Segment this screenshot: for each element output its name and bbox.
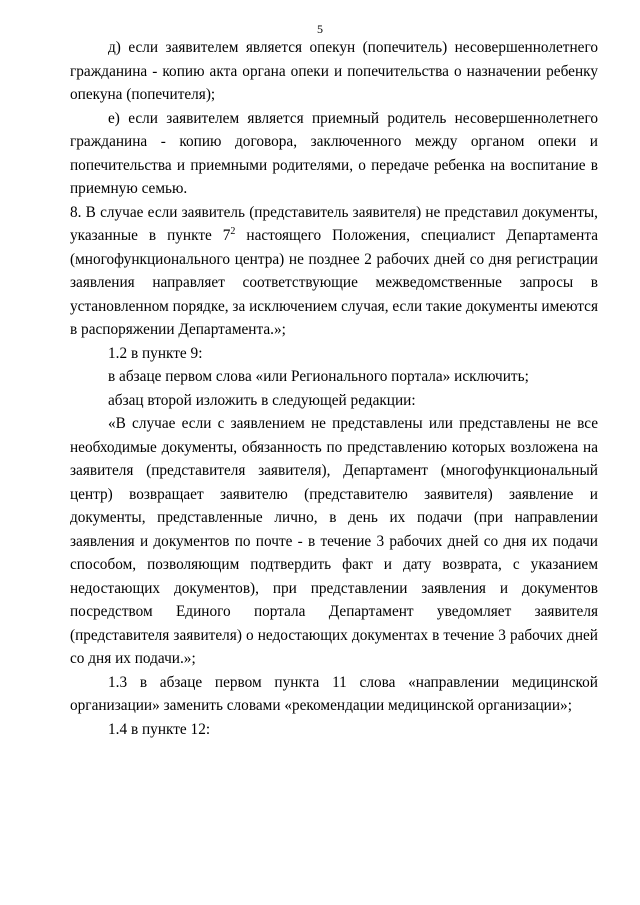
document-body — [70, 36, 598, 741]
paragraph-1-4: 1.4 в пункте 12: — [108, 720, 211, 738]
paragraph-new-wording: «В случае если с заявлением не представлены или представлены не все необходимые документы, обязанность по представлению которых возложена на заявителя (представителя заявителя), Департамент (многофункциональный центр) возвращает заявителю (представителю заявителя) заявление и документы, представленные лично, в день их подачи (при направлении заявления и документов по почте - в течение 3 рабочих дней со дня их подачи способом, позволяющим подтвердить факт и дату возврата, с указанием недостающих документов), при представлении заявления и документов посредством Единого портала Департамент уведомляет заявителя (представителя заявителя) о недостающих документах в течение 3 рабочих дней со дня их подачи.»; — [70, 415, 598, 667]
item-8-superscript: 2 — [230, 226, 236, 237]
item-8-text-start: 8. В случае если заявитель (представитель заявителя) не представил документы, указанные в пункте 7 — [70, 203, 598, 244]
page-number: 5 — [317, 22, 323, 36]
paragraph-item-8 — [70, 201, 598, 342]
paragraph-abzats-1: в абзаце первом слова «или Регионального портала» исключить; — [108, 368, 529, 385]
paragraph-foster-parent: е) если заявителем является приемный родитель несовершеннолетнего гражданина - копию договора, заключенного между органом опеки и попечительства и приемными родителями, о передаче ребенка на воспитание в приемную семью. — [70, 109, 598, 197]
paragraph-1-2: 1.2 в пункте 9: — [108, 344, 203, 362]
paragraph-guardian: д) если заявителем является опекун (попечитель) несовершеннолетнего гражданина - копию акта органа опеки и попечительства о назначении ребенку опекуна (попечителя); — [70, 39, 598, 103]
item-8-text-end: настоящего Положения, специалист Департамента (многофункционального центра) не позднее 2 рабочих дней со дня регистрации заявления направляет соответствующие межведомственные запросы в установленном порядке, за исключением случая, если такие документы имеются в распоряжении Департамента.»; — [70, 227, 599, 338]
paragraph-abzats-2: абзац второй изложить в следующей редакции: — [108, 391, 416, 409]
paragraph-1-3: 1.3 в абзаце первом пункта 11 слова «направлении медицинской организации» заменить словами «рекомендации медицинской организации»; — [70, 673, 598, 714]
